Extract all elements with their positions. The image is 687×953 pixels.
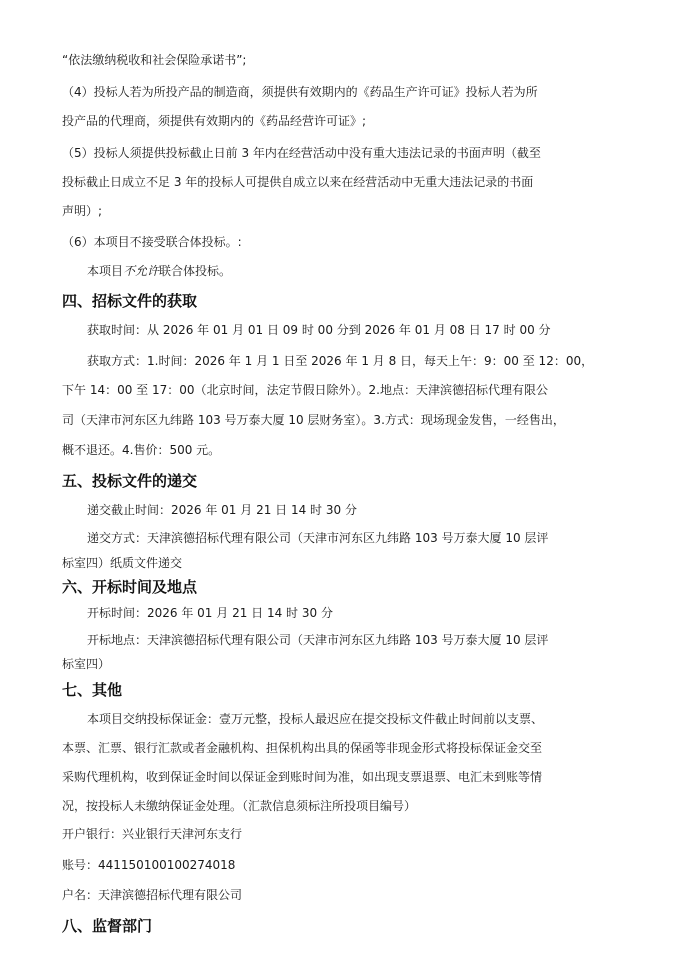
item-5-line-1: （5）投标人须提供投标截止日前 3 年内在经营活动中没有重大违法记录的书面声明（截至 — [62, 146, 541, 160]
deposit-line-1: 本项目交纳投标保证金：壹万元整，投标人最迟应在提交投标文件截止时间前以支票、 — [87, 712, 544, 726]
get-way-line-3: 司（天津市河东区九纬路 103 号万泰大厦 10 层财务室）。3.方式：现场现金发售，一经售出， — [62, 413, 565, 427]
open-time-line: 开标时间：2026 年 01 月 21 日 14 时 30 分 — [87, 606, 333, 620]
get-way-line-4: 概不退还。4.售价：500 元。 — [62, 443, 221, 457]
account-line: 账号：441150100100274018 — [62, 858, 236, 872]
deadline-line: 递交截止时间：2026 年 01 月 21 日 14 时 30 分 — [87, 503, 357, 517]
open-location-line-2: 标室四） — [62, 657, 111, 671]
consortium-emphasis: 不允许 — [123, 264, 160, 278]
get-way-line-2: 下午 14：00 至 17：00（北京时间，法定节假日除外）。2.地点：天津滨德招标代理有限公 — [62, 383, 548, 397]
section-5-heading: 五、投标文件的递交 — [62, 472, 198, 490]
bank-line: 开户银行：兴业银行天津河东支行 — [62, 827, 243, 841]
submit-line-1: 递交方式：天津滨德招标代理有限公司（天津市河东区九纬路 103 号万泰大厦 10 层评 — [87, 531, 549, 545]
commitment-letter-line: “依法缴纳税收和社会保险承诺书”; — [62, 53, 247, 67]
open-location-line-1: 开标地点：天津滨德招标代理有限公司（天津市河东区九纬路 103 号万泰大厦 10 层评 — [87, 633, 549, 647]
consortium-pre: 本项目 — [87, 264, 124, 278]
get-way-line-1: 获取方式：1.时间：2026 年 1 月 1 日至 2026 年 1 月 8 日，每天上午：9：00 至 12：00， — [87, 354, 594, 368]
consortium-post: 联合体投标。 — [159, 264, 232, 278]
deposit-line-3: 采购代理机构，收到保证金时间以保证金到账时间为准，如出现支票退票、电汇未到账等情 — [62, 770, 543, 784]
item-4-line-2: 投产品的代理商，须提供有效期内的《药品经营许可证》; — [62, 114, 367, 128]
item-5-line-3: 声明）; — [62, 204, 103, 218]
submit-line-2: 标室四）纸质文件递交 — [62, 556, 183, 570]
deposit-line-4: 况，按投标人未缴纳保证金处理。（汇款信息须标注所投项目编号） — [62, 799, 417, 813]
section-8-heading: 八、监督部门 — [62, 917, 153, 935]
deposit-line-2: 本票、汇票、银行汇款或者金融机构、担保机构出具的保函等非现金形式将投标保证金交至 — [62, 741, 543, 755]
item-5-line-2: 投标截止日成立不足 3 年的投标人可提供自成立以来在经营活动中无重大违法记录的书面 — [62, 175, 534, 189]
section-6-heading: 六、开标时间及地点 — [62, 578, 198, 596]
section-7-heading: 七、其他 — [62, 681, 123, 699]
item-6-line: （6）本项目不接受联合体投标。: — [62, 235, 242, 249]
get-time-line: 获取时间：从 2026 年 01 月 01 日 09 时 00 分到 2026 年 01 月 08 日 17 时 00 分 — [87, 323, 551, 337]
section-4-heading: 四、招标文件的获取 — [62, 292, 198, 310]
holder-line: 户名：天津滨德招标代理有限公司 — [62, 888, 243, 902]
item-4-line-1: （4）投标人若为所投产品的制造商，须提供有效期内的《药品生产许可证》投标人若为所 — [62, 85, 538, 99]
consortium-line — [87, 263, 231, 279]
